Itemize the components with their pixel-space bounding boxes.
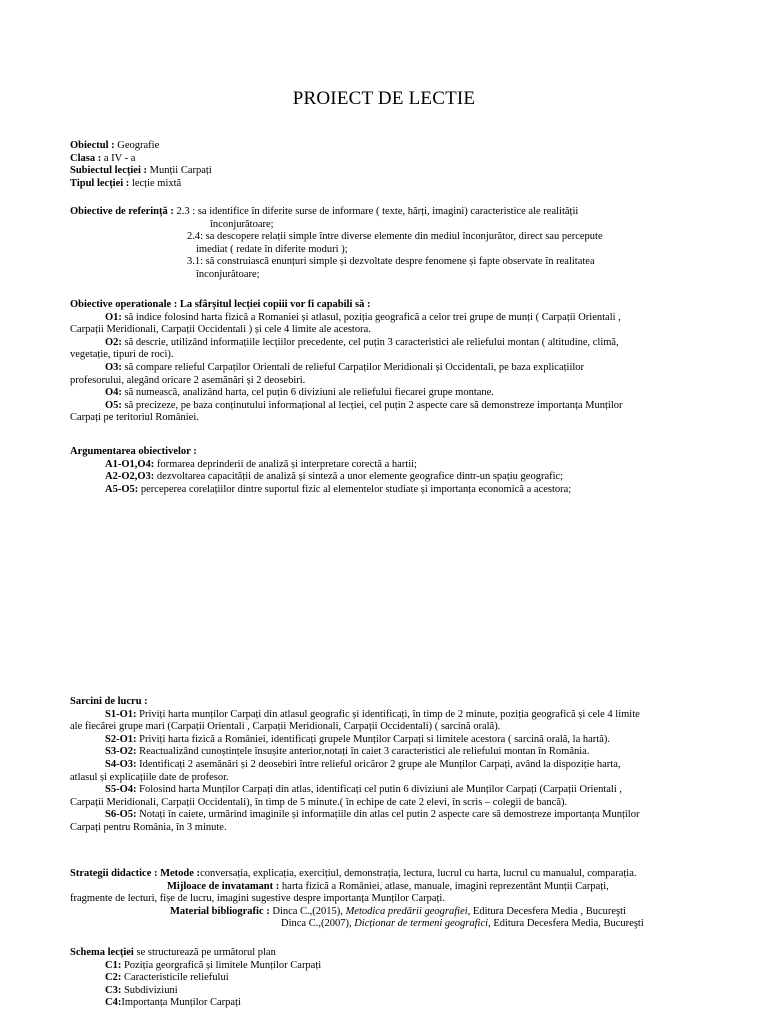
teaching-strategies xyxy=(70,868,710,931)
objective-text-cont: profesorului, alegând oricare 2 asemănări și 2 deosebiri. xyxy=(70,374,306,386)
argument-code: A5-O5: xyxy=(105,483,139,495)
means-label: Mijloace de invatamant : xyxy=(167,880,280,892)
means-text: harta fizică a României, atlase, manuale, imagini reprezentânt Munții Carpați, xyxy=(279,880,609,892)
schema-text: Importanța Munților Carpați xyxy=(121,997,241,1009)
means-text-cont: fragmente de lecturi, fișe de lucru, imagini sugestive despre importanța Munților Carpați. xyxy=(70,893,445,905)
objective-text-cont: Carpați pe teritoriul României. xyxy=(70,412,199,424)
objective-text: să compare relieful Carpaților Orientali de relieful Carpaților Meridionali și Occidentali, pe baza explicațiilor xyxy=(121,361,585,373)
objective-code: O2: xyxy=(105,336,122,348)
objective-text: să precizeze, pe baza conținutului informațional al lecției, cel puțin 2 aspecte care să demonstreze importanța Munților xyxy=(121,399,623,411)
info-type xyxy=(70,178,710,191)
task-code: S6-O5: xyxy=(105,809,137,821)
task-code: S3-O2: xyxy=(105,746,137,758)
info-value: Munții Carpați xyxy=(147,165,212,177)
schema-code: C3: xyxy=(105,984,122,996)
schema-code: C4: xyxy=(105,997,122,1009)
schema-code: C2: xyxy=(105,972,122,984)
bibliography-publisher: , Editura Decesfera Media, Bucureşti xyxy=(488,918,644,930)
info-value: Geografie xyxy=(114,140,160,151)
objectives-argumentation xyxy=(70,446,710,496)
task-code: S2-O1: xyxy=(105,733,137,745)
argument-code: A1-O1,O4: xyxy=(105,458,155,470)
task-text-cont: atlasul și explicațiile date de profesor. xyxy=(70,771,229,783)
tasks-heading: Sarcini de lucru : xyxy=(70,696,148,707)
methods-label: Metode : xyxy=(157,868,201,879)
reference-item xyxy=(70,256,710,269)
reference-item xyxy=(70,231,710,244)
task-text: Reactualizând cunoștințele însușite anterior,notați în caiet 3 caracteristici ale reliefului montan în România. xyxy=(136,746,590,758)
operational-objectives xyxy=(70,299,710,425)
bibliography-title: Dicționar de termeni geografici xyxy=(354,918,489,930)
schema-code: C1: xyxy=(105,959,122,971)
work-tasks xyxy=(70,696,710,835)
lesson-info xyxy=(70,140,710,190)
bibliography-title: Metodica predării geografiei xyxy=(345,905,468,917)
bibliography-publisher: , Editura Decesfera Media , Bucureşti xyxy=(467,905,626,917)
schema-heading-label: Schema lecției xyxy=(70,947,134,958)
argumentation-item xyxy=(70,484,710,497)
argumentation-item xyxy=(70,459,710,472)
operational-item xyxy=(70,337,710,350)
task-item xyxy=(70,784,710,797)
task-item xyxy=(70,809,710,822)
info-value: a IV - a xyxy=(101,152,136,164)
task-text: Priviți harta fizică a României, identificați grupele Munților Carpați si limitele acestora ( sarcină orală, la hartă). xyxy=(136,733,610,745)
argumentation-item xyxy=(70,471,710,484)
reference-objectives xyxy=(70,206,710,282)
operational-item xyxy=(70,312,710,325)
objective-code: O1: xyxy=(105,311,122,323)
schema-heading xyxy=(70,947,710,960)
info-value: lecție mixtă xyxy=(129,177,182,189)
operational-item xyxy=(70,362,710,375)
info-label: Clasa : xyxy=(70,152,102,164)
reference-cont: imediat ( redate în diferite moduri ); xyxy=(196,243,348,255)
operational-heading: Obiective operationale : La sfârșitul lecției copiii vor fi capabili să : xyxy=(70,299,371,310)
task-code: S1-O1: xyxy=(105,708,137,720)
task-text-cont: ale fiecărei grupe mari (Carpații Orientali , Carpații Meridionali, Carpații Occidentali) ( sarcină orală). xyxy=(70,721,501,733)
argument-code: A2-O2,O3: xyxy=(105,471,155,483)
reference-cont: înconjurătoare; xyxy=(196,268,260,280)
task-text: Identificați 2 asemănări și 2 deosebiri între relieful oricăror 2 grupe ale Munților Carpați, având la dispoziție harta, xyxy=(136,758,621,770)
reference-code: 2.3 : xyxy=(176,206,196,217)
methods-text: conversația, explicația, exercițiul, demonstrația, lectura, lucrul cu harta, lucrul cu manualul, comparația. xyxy=(200,868,637,879)
task-code: S5-O4: xyxy=(105,784,137,796)
objective-text: să numească, analizând harta, cel puțin 6 diviziuni ale reliefului fiecarei grupe montane. xyxy=(121,387,494,399)
info-subject xyxy=(70,140,710,153)
lesson-schema xyxy=(70,947,710,1010)
schema-heading-text: se structurează pe următorul plan xyxy=(133,947,276,958)
objective-code: O3: xyxy=(105,361,122,373)
operational-item xyxy=(70,387,710,400)
reference-text: să construiască enunțuri simple și dezvoltate despre fenomene și fapte observate în realitatea xyxy=(205,256,595,268)
schema-text: Poziția georgrafică și limitele Munților Carpați xyxy=(121,959,322,971)
bibliography-entry: Dinca C.,(2007), xyxy=(281,918,355,930)
schema-item xyxy=(70,985,710,998)
task-item xyxy=(70,759,710,772)
argumentation-heading: Argumentarea obiectivelor : xyxy=(70,446,197,457)
schema-text: Caracteristicile reliefului xyxy=(121,972,229,984)
objective-text: să descrie, utilizând informațiile lecțiilor precedente, cel puțin 3 caracteristici ale reliefului montan ( altitudine, climă, xyxy=(121,336,619,348)
operational-item xyxy=(70,400,710,413)
strategy-bibliography xyxy=(70,906,710,919)
schema-item xyxy=(70,972,710,985)
info-class xyxy=(70,153,710,166)
task-item xyxy=(70,734,710,747)
bibliography-entry: Dinca C.,(2015), xyxy=(269,905,346,917)
info-label: Tipul lecției : xyxy=(70,177,130,189)
reference-text: sa identifice în diferite surse de informare ( texte, hărți, imagini) caracteristice ale realității xyxy=(197,206,579,217)
strategy-label: Strategii didactice : xyxy=(70,868,158,879)
strategy-means xyxy=(70,881,710,894)
bibliography-label: Material bibliografic : xyxy=(170,905,270,917)
schema-item xyxy=(70,960,710,973)
argument-text: dezvoltarea capacității de analiză și sinteză a unor elemente geografice dintr-un spațiu geografic; xyxy=(154,471,564,483)
page-title: PROIECT DE LECTIE xyxy=(292,88,476,109)
argument-text: formarea deprinderii de analiză și interpretare corectă a hartii; xyxy=(154,458,417,470)
reference-label: Obiective de referință : xyxy=(70,206,174,217)
reference-cont: înconjurătoare; xyxy=(210,218,274,230)
reference-code: 2.4: xyxy=(187,231,204,243)
objective-text: să indice folosind harta fizică a Romaniei și atlasul, poziția geografică a celor trei grupe de munți ( Carpații Orientali , xyxy=(121,311,621,323)
objective-code: O5: xyxy=(105,399,122,411)
task-text: Folosind harta Munților Carpați din atlas, identificați cel putin 6 diviziuni ale Munților Carpați (Carpații Orientali , xyxy=(136,784,623,796)
reference-item xyxy=(70,206,710,219)
objective-text-cont: vegetație, tipuri de roci). xyxy=(70,349,174,361)
task-text: Priviți harta munților Carpați din atlasul geografic și identificați, în timp de 2 minute, poziția geografică și cele 4 limite xyxy=(136,708,640,720)
info-label: Subiectul lecției : xyxy=(70,165,147,177)
argument-text: perceperea corelațiilor dintre suportul fizic al elementelor studiate și importanța economică a acestora; xyxy=(138,483,572,495)
task-code: S4-O3: xyxy=(105,758,137,770)
info-topic xyxy=(70,165,710,178)
info-label: Obiectul : xyxy=(70,140,115,151)
strategy-methods xyxy=(70,868,710,881)
task-item xyxy=(70,746,710,759)
reference-code: 3.1: xyxy=(187,256,204,268)
schema-item xyxy=(70,997,710,1010)
task-text-cont: Carpați pentru România, în 3 minute. xyxy=(70,821,227,833)
objective-code: O4: xyxy=(105,387,122,399)
strategy-bibliography xyxy=(70,918,710,931)
task-item xyxy=(70,709,710,722)
objective-text-cont: Carpații Meridionali, Carpații Occidentali ) și cele 4 limite ale acestora. xyxy=(70,324,371,336)
task-text: Notați în caiete, urmărind imaginile și informațiile din atlas cel putin 2 aspecte care să demostreze importanța Munților xyxy=(136,809,640,821)
reference-text: sa descopere relații simple între diverse elemente din mediul înconjurător, direct sau percepute xyxy=(205,231,603,243)
schema-text: Subdiviziuni xyxy=(121,984,178,996)
task-text-cont: Carpații Meridionali, Carpații Occidentali), în timp de 5 minute.( în echipe de cate 2 elevi, în scris – colegii de bancă). xyxy=(70,796,568,808)
